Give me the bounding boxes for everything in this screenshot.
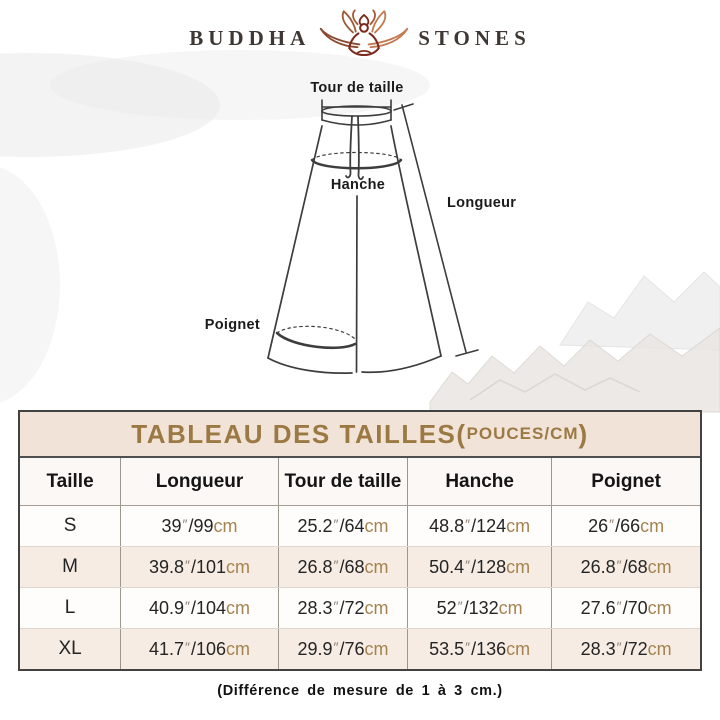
value-text: 28.3 bbox=[297, 597, 333, 618]
cm-unit: cm bbox=[647, 556, 672, 577]
inch-mark: ″ bbox=[333, 638, 339, 655]
size-table-title bbox=[20, 412, 700, 458]
cm-unit: cm bbox=[226, 597, 251, 618]
value-text: 68 bbox=[627, 556, 648, 577]
value-text: 124 bbox=[476, 515, 507, 536]
measurement-cell bbox=[121, 506, 279, 547]
value-text: 128 bbox=[476, 556, 507, 577]
cm-unit: cm bbox=[640, 515, 665, 536]
inch-mark: ″ bbox=[616, 597, 622, 614]
table-row bbox=[20, 588, 700, 629]
measurement-cell bbox=[278, 506, 407, 547]
cm-unit: cm bbox=[647, 597, 672, 618]
hip-ellipse bbox=[312, 153, 401, 169]
size-cell: L bbox=[20, 588, 121, 629]
value-text: 41.7 bbox=[148, 638, 184, 659]
value-text: / bbox=[471, 556, 477, 577]
inch-mark: ″ bbox=[616, 556, 622, 573]
size-table-title-text: TABLEAU DES TAILLES bbox=[131, 418, 457, 449]
measurement-cell bbox=[408, 629, 552, 670]
value-text: 26.8 bbox=[580, 556, 616, 577]
value-text: / bbox=[622, 556, 628, 577]
value-text: 136 bbox=[476, 638, 507, 659]
value-text: / bbox=[339, 515, 345, 536]
cm-unit: cm bbox=[226, 638, 251, 659]
inch-mark: ″ bbox=[185, 638, 190, 655]
measurement-cell bbox=[278, 588, 407, 629]
value-text: 48.8 bbox=[429, 515, 465, 536]
inch-mark: ″ bbox=[333, 556, 339, 573]
table-header-row bbox=[20, 458, 700, 506]
value-text: 29.9 bbox=[297, 638, 333, 659]
label-length: Longueur bbox=[447, 195, 517, 211]
value-text: 52 bbox=[436, 597, 457, 618]
value-text: 64 bbox=[344, 515, 365, 536]
table-row bbox=[20, 506, 700, 547]
size-cell: M bbox=[20, 547, 121, 588]
inch-mark: ″ bbox=[185, 556, 190, 573]
measurement-cell bbox=[121, 629, 279, 670]
length-measure-line bbox=[394, 104, 478, 356]
value-text: 132 bbox=[468, 597, 499, 618]
value-text: 72 bbox=[627, 638, 648, 659]
size-table-grid bbox=[20, 458, 700, 669]
size-cell: XL bbox=[20, 629, 121, 670]
unit-close-paren: ) bbox=[578, 418, 589, 449]
measurement-note: (Différence de mesure de 1 à 3 cm.) bbox=[217, 683, 503, 699]
measurement-cell bbox=[552, 588, 700, 629]
value-text: 40.9 bbox=[148, 597, 184, 618]
measurement-cell bbox=[552, 506, 700, 547]
value-text: 101 bbox=[195, 556, 227, 577]
value-text: / bbox=[339, 597, 345, 618]
value-text: / bbox=[622, 597, 628, 618]
inch-mark: ″ bbox=[616, 638, 622, 655]
inch-mark: ″ bbox=[333, 597, 339, 614]
measurement-cell bbox=[278, 547, 407, 588]
cm-unit: cm bbox=[364, 515, 389, 536]
value-text: 99 bbox=[193, 515, 214, 536]
value-text: 26.8 bbox=[297, 556, 333, 577]
label-waist: Tour de taille bbox=[310, 80, 404, 96]
cm-unit: cm bbox=[506, 515, 531, 536]
measurement-cell bbox=[121, 588, 279, 629]
cm-unit: cm bbox=[226, 556, 251, 577]
size-table-body bbox=[20, 506, 700, 670]
inch-mark: ″ bbox=[465, 515, 471, 532]
value-text: 76 bbox=[344, 638, 365, 659]
cuff-ellipse bbox=[277, 326, 355, 347]
label-hip: Hanche bbox=[330, 177, 386, 193]
header-size: Taille bbox=[20, 458, 121, 506]
value-text: 25.2 bbox=[297, 515, 333, 536]
value-text: 39 bbox=[161, 515, 182, 536]
value-text: 39.8 bbox=[148, 556, 184, 577]
value-text: / bbox=[471, 638, 477, 659]
value-text: 50.4 bbox=[429, 556, 465, 577]
measurement-cell bbox=[552, 547, 700, 588]
cm-unit: cm bbox=[364, 556, 389, 577]
value-text: / bbox=[463, 597, 469, 618]
value-text: / bbox=[188, 515, 194, 536]
value-text: / bbox=[471, 515, 477, 536]
pants-outline bbox=[268, 126, 441, 373]
unit-open-paren: ( bbox=[456, 418, 467, 449]
value-text: 68 bbox=[344, 556, 365, 577]
value-text: / bbox=[339, 556, 345, 577]
value-text: 53.5 bbox=[429, 638, 465, 659]
size-cell: S bbox=[20, 506, 121, 547]
waistband bbox=[322, 106, 391, 125]
inch-mark: ″ bbox=[465, 556, 471, 573]
inch-mark: ″ bbox=[182, 515, 188, 532]
brand-name-right: STONES bbox=[418, 25, 531, 50]
header-length: Longueur bbox=[121, 458, 279, 506]
value-text: 70 bbox=[627, 597, 648, 618]
value-text: / bbox=[615, 515, 621, 536]
value-text: / bbox=[190, 638, 196, 659]
inch-mark: ″ bbox=[465, 638, 471, 655]
inch-mark: ″ bbox=[333, 515, 339, 532]
value-text: 72 bbox=[344, 597, 365, 618]
size-table-unit: POUCES/CM bbox=[466, 424, 579, 443]
header-cuff: Poignet bbox=[552, 458, 700, 506]
table-row bbox=[20, 629, 700, 670]
value-text: / bbox=[622, 638, 628, 659]
value-text: / bbox=[339, 638, 345, 659]
brand-name-left: BUDDHA bbox=[189, 25, 311, 50]
inch-mark: ″ bbox=[609, 515, 615, 532]
label-cuff: Poignet bbox=[204, 317, 260, 333]
measurement-cell bbox=[121, 547, 279, 588]
measurement-cell bbox=[408, 506, 552, 547]
cm-unit: cm bbox=[647, 638, 672, 659]
value-text: 66 bbox=[620, 515, 641, 536]
cm-unit: cm bbox=[506, 638, 531, 659]
header-waist: Tour de taille bbox=[278, 458, 407, 506]
value-text: 28.3 bbox=[580, 638, 616, 659]
cm-unit: cm bbox=[498, 597, 523, 618]
measurement-cell bbox=[278, 629, 407, 670]
measurement-cell bbox=[408, 547, 552, 588]
size-table bbox=[18, 410, 702, 671]
value-text: / bbox=[190, 556, 196, 577]
value-text: 104 bbox=[195, 597, 227, 618]
measurement-cell bbox=[408, 588, 552, 629]
table-row bbox=[20, 547, 700, 588]
header-hip: Hanche bbox=[408, 458, 552, 506]
measurement-cell bbox=[552, 629, 700, 670]
inch-mark: ″ bbox=[185, 597, 190, 614]
value-text: 106 bbox=[195, 638, 227, 659]
inch-mark: ″ bbox=[457, 597, 463, 614]
cm-unit: cm bbox=[364, 638, 389, 659]
value-text: / bbox=[190, 597, 196, 618]
cm-unit: cm bbox=[506, 556, 531, 577]
cm-unit: cm bbox=[213, 515, 238, 536]
value-text: 26 bbox=[588, 515, 609, 536]
value-text: 27.6 bbox=[580, 597, 616, 618]
cm-unit: cm bbox=[364, 597, 389, 618]
